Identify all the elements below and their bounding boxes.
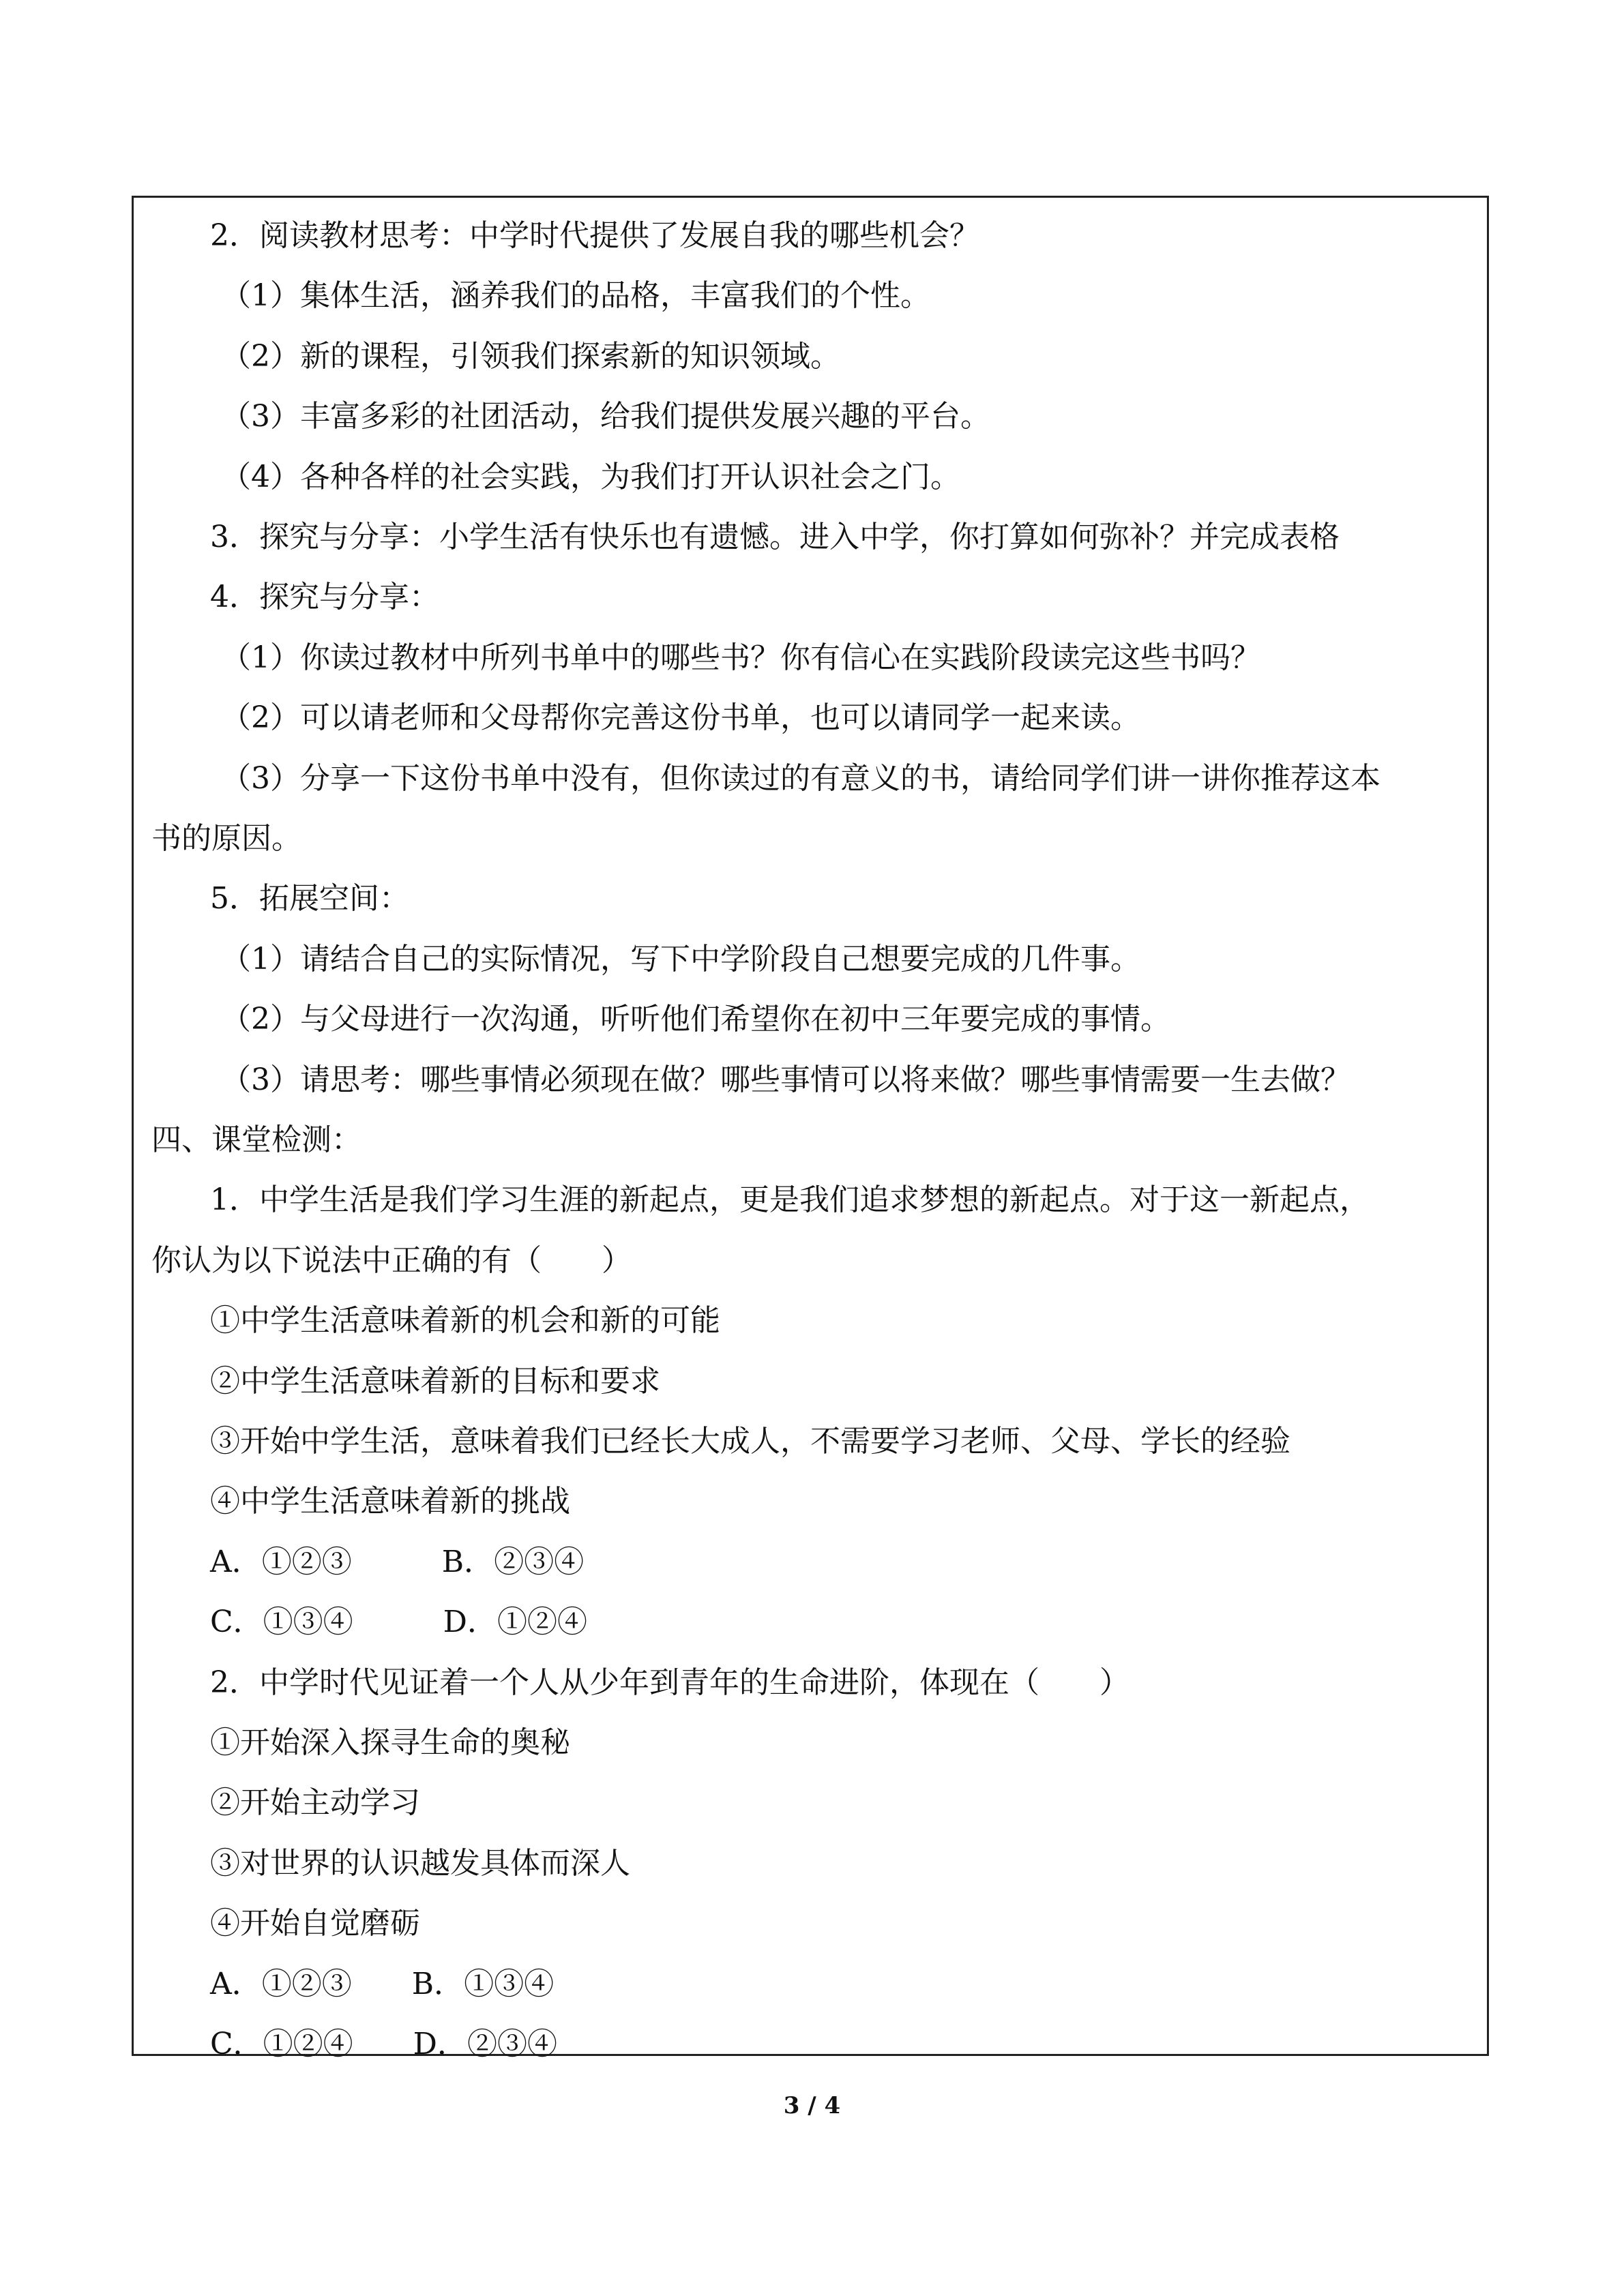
quiz-question-2: 2．中学时代见证着一个人从少年到青年的生命进阶，体现在（ ） [210, 1665, 1130, 1700]
quiz-question-1-continuation: 你认为以下说法中正确的有（ ） [151, 1243, 632, 1278]
list-item: （1）请结合自己的实际情况，写下中学阶段自己想要完成的几件事。 [221, 942, 1140, 976]
heading-question-3: 3．探究与分享：小学生活有快乐也有遗憾。进入中学，你打算如何弥补？并完成表格 [210, 520, 1340, 554]
quiz-statement: ②中学生活意味着新的目标和要求 [210, 1364, 660, 1399]
list-item: （4）各种各样的社会实践，为我们打开认识社会之门。 [221, 460, 960, 494]
list-item: （2）与父母进行一次沟通，听听他们希望你在初中三年要完成的事情。 [221, 1002, 1170, 1037]
list-item: （3）丰富多彩的社团活动，给我们提供发展兴趣的平台。 [221, 399, 990, 434]
quiz-statement: ③开始中学生活，意味着我们已经长大成人，不需要学习老师、父母、学长的经验 [210, 1424, 1290, 1459]
heading-question-4: 4．探究与分享： [210, 580, 439, 614]
quiz-statement: ①中学生活意味着新的机会和新的可能 [210, 1303, 720, 1338]
list-item: （3）请思考：哪些事情必须现在做？哪些事情可以将来做？哪些事情需要一生去做？ [221, 1062, 1350, 1097]
quiz-statement: ③对世界的认识越发具体而深人 [210, 1846, 630, 1881]
quiz-statement: ①开始深入探寻生命的奥秘 [210, 1725, 570, 1760]
list-item: （3）分享一下这份书单中没有，但你读过的有意义的书，请给同学们讲一讲你推荐这本 [221, 761, 1381, 796]
quiz-options: C．①②④ D．②③④ [210, 2027, 557, 2061]
list-item: （1）集体生活，涵养我们的品格，丰富我们的个性。 [221, 278, 930, 313]
list-item: （1）你读过教材中所列书单中的哪些书？你有信心在实践阶段读完这些书吗？ [221, 640, 1260, 675]
page-number: 3 / 4 [783, 2092, 841, 2119]
heading-question-5: 5．拓展空间： [210, 881, 409, 916]
quiz-options: A．①②③ B．②③④ [210, 1545, 585, 1579]
quiz-statement: ②开始主动学习 [210, 1785, 420, 1820]
quiz-options: A．①②③ B．①③④ [210, 1967, 555, 2001]
section-heading: 四、课堂检测： [151, 1122, 361, 1157]
list-item: （2）可以请老师和父母帮你完善这份书单，也可以请同学一起来读。 [221, 700, 1140, 735]
quiz-statement: ④开始自觉磨砺 [210, 1906, 420, 1941]
heading-question-2: 2．阅读教材思考：中学时代提供了发展自我的哪些机会？ [210, 218, 979, 253]
list-item-continuation: 书的原因。 [151, 821, 301, 856]
quiz-options: C．①③④ D．①②④ [210, 1605, 587, 1639]
list-item: （2）新的课程，引领我们探索新的知识领域。 [221, 339, 840, 374]
quiz-statement: ④中学生活意味着新的挑战 [210, 1484, 570, 1519]
quiz-question-1: 1．中学生活是我们学习生涯的新起点，更是我们追求梦想的新起点。对于这一新起点， [210, 1182, 1370, 1217]
